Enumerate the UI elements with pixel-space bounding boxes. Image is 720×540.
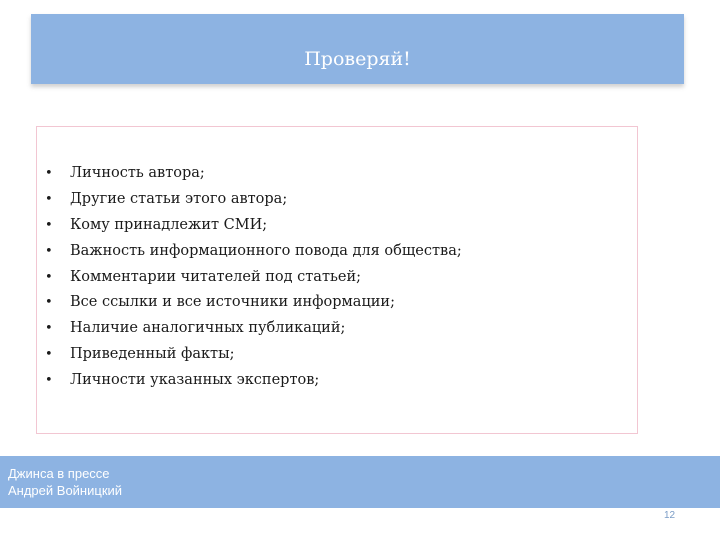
list-item <box>37 239 462 265</box>
list-item <box>37 316 462 342</box>
list-item <box>37 187 462 213</box>
list-item-text: Наличие аналогичных публикаций; <box>70 320 346 337</box>
page-number: 12 <box>664 510 676 521</box>
footer-topic: Джинса в прессе <box>8 466 110 481</box>
bullet-list <box>37 161 462 394</box>
list-item <box>37 161 462 187</box>
list-item-text: Комментарии читателей под статьей; <box>70 268 361 285</box>
list-item <box>37 265 462 291</box>
bullet-icon: • <box>45 347 53 363</box>
content-box <box>36 126 638 434</box>
footer-author: Андрей Войницкий <box>8 483 123 498</box>
bullet-icon: • <box>45 217 53 233</box>
list-item-text: Личность автора; <box>70 165 205 181</box>
list-item <box>37 342 462 368</box>
list-item <box>37 368 462 394</box>
title-bar <box>31 14 684 84</box>
list-item-text: Важность информационного повода для общества; <box>70 242 462 259</box>
list-item <box>37 290 462 316</box>
slide-title: Проверяй! <box>304 48 411 70</box>
list-item <box>37 213 462 239</box>
footer-bar <box>0 456 720 508</box>
list-item-text: Приведенный факты; <box>70 346 235 363</box>
list-item-text: Все ссылки и все источники информации; <box>70 294 395 311</box>
bullet-icon: • <box>45 321 53 337</box>
list-item-text: Личности указанных экспертов; <box>70 372 320 389</box>
bullet-icon: • <box>45 269 53 285</box>
list-item-text: Кому принадлежит СМИ; <box>70 216 268 233</box>
bullet-icon: • <box>45 295 53 311</box>
list-item-text: Другие статьи этого автора; <box>70 190 288 207</box>
bullet-icon: • <box>45 243 53 259</box>
bullet-icon: • <box>45 373 53 389</box>
bullet-icon: • <box>45 191 53 207</box>
bullet-icon: • <box>45 166 53 181</box>
